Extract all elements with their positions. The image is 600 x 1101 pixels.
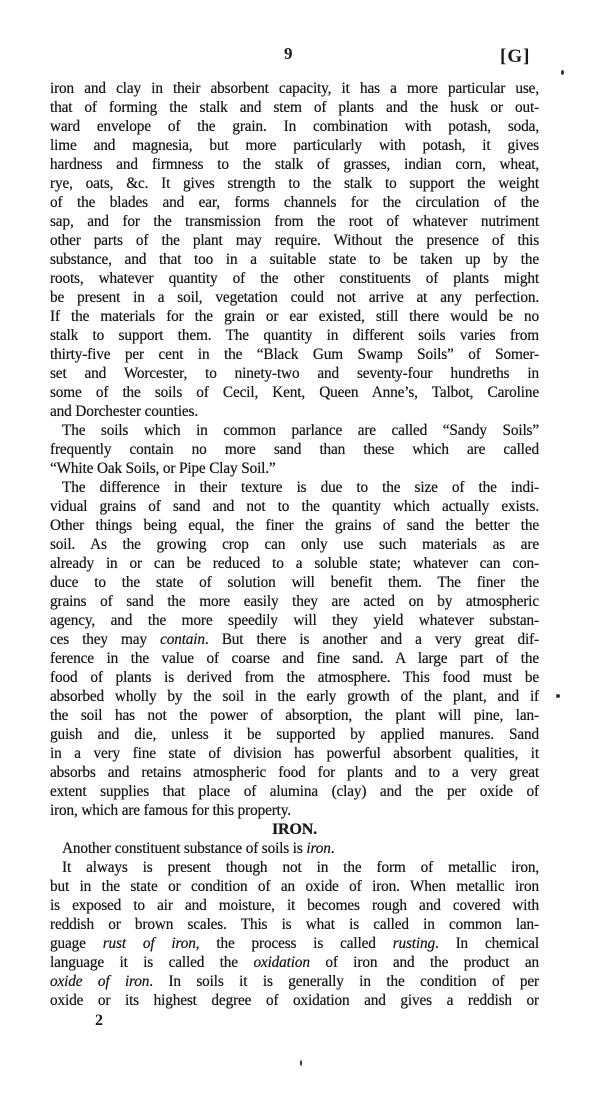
text-segment: iron, which are famous for this property. [50,802,291,819]
text-line [50,801,539,820]
text-line [50,934,539,953]
text-segment: set and Worcester, to ninety-two and seventy-four hundreths in [50,365,539,382]
body-text [50,79,539,1010]
text-line [50,858,539,877]
text-segment: be present in a soil, vegetation could not arrive at any perfection. [50,289,539,306]
text-segment: hardness and firmness to the stalk of grasses, indian corn, wheat, [50,156,539,173]
text-line [50,117,539,136]
text-segment: frequently contain no more sand than these which are called [50,441,539,458]
italic-text: iron [306,840,331,857]
text-line [50,630,539,649]
text-line [50,79,539,98]
text-line [50,991,539,1010]
text-segment: language it is called the [50,954,254,971]
text-segment: and Dorchester counties. [50,403,199,420]
text-line [50,364,539,383]
text-line [50,782,539,801]
text-segment: extent supplies that place of alumina (clay) and the per oxide of [50,783,539,800]
text-line [50,725,539,744]
text-line [50,516,539,535]
text-line [50,459,539,478]
section-heading-iron: IRON. [271,821,318,838]
text-segment: of the blades and ear, forms channels for the circulation of the [50,194,539,211]
text-segment: Another constituent substance of soils is [62,840,307,857]
text-segment: If the materials for the grain or ear existed, still there would be no [50,308,539,325]
text-segment: sap, and for the transmission from the root of whatever nutriment [50,213,539,230]
text-segment: the soil has not the power of absorption, the plant will pine, lan- [50,707,539,724]
text-line [50,231,539,250]
text-line [50,687,539,706]
ink-speck [556,694,560,698]
text-line [50,421,539,440]
text-segment: Other things being equal, the finer the grains of sand the better the [50,517,539,534]
text-segment: oxide or its highest degree of oxidation and gives a reddish or [50,992,539,1009]
text-segment: The difference in their texture is due to the size of the indi- [62,479,539,496]
ink-speck [561,70,564,75]
italic-text: oxide of iron [50,973,150,990]
text-segment: ference in the value of coarse and fine sand. A large part of the [50,650,539,667]
text-segment: thirty-five per cent in the “Black Gum Swamp Soils” of Somer- [50,346,539,363]
text-line [50,345,539,364]
text-line [50,136,539,155]
italic-text: oxidation [253,954,310,971]
text-segment: absorbs and retains atmospheric food for plants and to a very great [50,764,539,781]
footer-signature-number: 2 [95,1012,103,1029]
text-line [50,402,539,421]
text-line [50,877,539,896]
text-line [50,497,539,516]
text-line [50,174,539,193]
text-segment: rye, oats, &c. It gives strength to the stalk to support the weight [50,175,539,192]
page-number: 9 [284,44,293,63]
text-line [50,155,539,174]
text-segment: duce to the state of solution will benefit them. The finer the [50,574,539,591]
text-line [50,611,539,630]
text-line [50,478,539,497]
text-segment: It always is present though not in the form of metallic iron, [62,859,539,876]
ink-speck [300,1060,302,1066]
italic-text: contain [160,631,205,648]
text-segment: food of plants is derived from the atmosphere. This food must be [50,669,539,686]
text-line [50,706,539,725]
text-segment: reddish or brown scales. This is what is called in common lan- [50,916,539,933]
text-segment: stalk to support them. The quantity in different soils varies from [50,327,539,344]
text-line [50,440,539,459]
text-segment: is exposed to air and moisture, it becomes rough and covered with [50,897,539,914]
text-segment: substance, and that too in a suitable state to be taken up by the [50,251,539,268]
text-line [50,649,539,668]
text-line [50,535,539,554]
italic-text: rust of iron [102,935,196,952]
text-segment: guish and die, unless it be supported by applied manures. Sand [50,726,539,743]
text-segment: ward envelope of the grain. In combination with potash, soda, [50,118,539,135]
text-line [50,212,539,231]
text-line [50,250,539,269]
text-line [50,326,539,345]
text-segment: that of forming the stalk and stem of plants and the husk or out- [50,99,539,116]
text-segment: agency, and the more speedily will they yield whatever substan- [50,612,539,629]
text-line [50,839,539,858]
text-segment: in a very fine state of division has powerful absorbent qualities, it [50,745,539,762]
text-segment: lime and magnesia, but more particularly with potash, it gives [50,137,539,154]
text-segment: . But there is another and a very great dif- [204,631,539,648]
text-segment: already in or can be reduced to a soluble state; whatever can con- [50,555,539,572]
text-segment: , the process is called [195,935,393,952]
text-segment: but in the state or condition of an oxide of iron. When metallic iron [50,878,539,895]
italic-text: rusting [392,935,435,952]
text-line [50,915,539,934]
text-segment: ces they may [50,631,161,648]
text-segment: grains of sand the more easily they are acted on by atmospheric [50,593,539,610]
text-segment: guage [50,935,103,952]
text-line [50,383,539,402]
text-line [50,573,539,592]
text-line [50,896,539,915]
text-line [50,307,539,326]
text-line [50,592,539,611]
text-segment: absorbed wholly by the soil in the early growth of the plant, and if [50,688,539,705]
text-line [50,98,539,117]
text-segment: other parts of the plant may require. Without the presence of this [50,232,539,249]
text-line [50,554,539,573]
text-segment: . [330,840,335,857]
text-line [50,744,539,763]
text-segment: roots, whatever quantity of the other constituents of plants might [50,270,539,287]
text-segment: vidual grains of sand and not to the quantity which actually exists. [50,498,539,515]
text-line [50,763,539,782]
signature-mark: [G] [500,46,531,67]
text-segment: The soils which in common parlance are called “Sandy Soils” [62,422,539,439]
text-segment: of iron and the product an [309,954,540,971]
text-segment: iron and clay in their absorbent capacity, it has a more particular use, [50,80,539,97]
text-segment: some of the soils of Cecil, Kent, Queen Anne’s, Talbot, Caroline [50,384,539,401]
text-line [50,193,539,212]
text-line [50,972,539,991]
text-line [50,288,539,307]
text-segment: . In chemical [435,935,539,952]
text-segment: . In soils it is generally in the condition of per [149,973,539,990]
text-line [50,668,539,687]
text-line [50,953,539,972]
text-segment: “White Oak Soils, or Pipe Clay Soil.” [50,460,276,477]
text-segment: soil. As the growing crop can only use such materials as are [50,536,539,553]
text-line [50,269,539,288]
